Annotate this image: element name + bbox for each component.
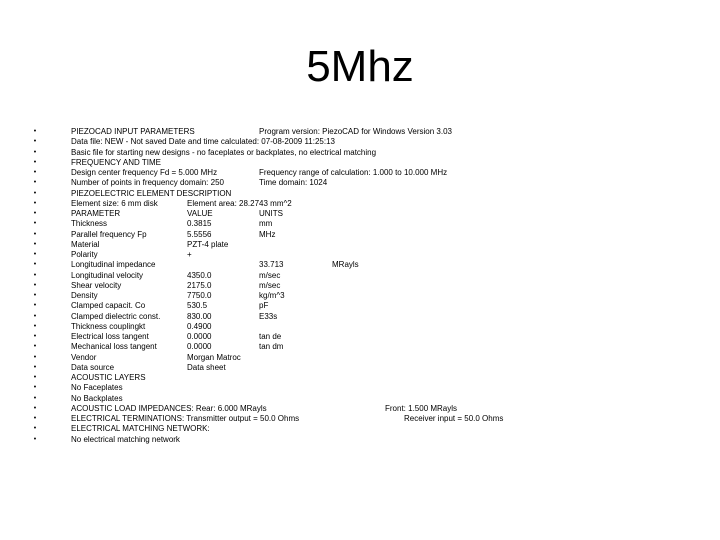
bullet-icon: • <box>33 158 37 166</box>
bullet-icon: • <box>33 199 37 207</box>
list-item <box>0 301 720 311</box>
list-item-text: 2175.0 <box>187 280 212 290</box>
list-item-text: + <box>187 250 192 259</box>
list-item-text: 0.0000 <box>187 332 212 341</box>
list-item-text: m/sec <box>259 280 281 290</box>
list-item <box>0 199 720 209</box>
bullet-icon: • <box>33 435 37 443</box>
bullet-icon: • <box>33 302 37 310</box>
list-item-text: UNITS <box>259 209 283 218</box>
list-item-text: Design center frequency Fd = 5.000 MHz <box>71 168 218 177</box>
list-item-text: Data source <box>71 362 115 372</box>
list-item <box>0 363 720 373</box>
list-item <box>0 435 720 445</box>
parameter-list <box>0 127 720 445</box>
bullet-icon: • <box>33 230 37 238</box>
list-item-text: Data sheet <box>187 362 226 372</box>
bullet-icon: • <box>33 425 37 433</box>
list-item <box>0 209 720 219</box>
list-item-text: 830.00 <box>187 311 212 321</box>
list-item-text: Front: 1.500 MRayls <box>385 403 458 413</box>
list-item <box>0 219 720 229</box>
list-item-text: PARAMETER <box>71 209 121 218</box>
bullet-icon: • <box>33 394 37 402</box>
bullet-icon: • <box>33 148 37 156</box>
list-item-text: Polarity <box>71 250 98 259</box>
bullet-icon: • <box>33 189 37 197</box>
list-item <box>0 158 720 168</box>
list-item <box>0 312 720 322</box>
list-item-text: 0.3815 <box>187 219 212 229</box>
list-item-text: Clamped dielectric const. <box>71 311 161 321</box>
bullet-icon: • <box>33 312 37 320</box>
list-item <box>0 424 720 434</box>
list-item-text: ACOUSTIC LAYERS <box>71 373 146 382</box>
bullet-icon: • <box>33 384 37 392</box>
list-item-text: mm <box>259 219 273 229</box>
bullet-icon: • <box>33 261 37 269</box>
list-item-text: Thickness couplingkt <box>71 321 146 331</box>
bullet-icon: • <box>33 343 37 351</box>
bullet-icon: • <box>33 281 37 289</box>
list-item <box>0 250 720 260</box>
list-item-text: MRayls <box>332 260 359 270</box>
list-item-text: Density <box>71 291 98 300</box>
list-item-text: 0.4900 <box>187 321 212 331</box>
list-item-text: ELECTRICAL MATCHING NETWORK: <box>71 424 210 434</box>
list-item-text: Thickness <box>71 219 108 229</box>
list-item-text: Time domain: 1024 <box>259 178 328 188</box>
list-item-text: Program version: PiezoCAD for Windows Version 3.03 <box>259 127 452 136</box>
list-item <box>0 189 720 199</box>
bullet-icon: • <box>33 210 37 217</box>
list-item <box>0 281 720 291</box>
list-item <box>0 127 720 137</box>
list-item <box>0 394 720 404</box>
list-item-text: Vendor <box>71 352 97 362</box>
list-item-text: ELECTRICAL TERMINATIONS: Transmitter output = 50.0 Ohms <box>71 414 300 423</box>
list-item-text: Electrical loss tangent <box>71 332 149 341</box>
list-item-text: 33.713 <box>259 260 284 270</box>
list-item-text: tan de <box>259 332 282 341</box>
list-item-text: m/sec <box>259 270 281 280</box>
bullet-icon: • <box>33 138 37 146</box>
list-item <box>0 383 720 393</box>
list-item <box>0 322 720 332</box>
list-item-text: Shear velocity <box>71 280 122 290</box>
list-item <box>0 148 720 158</box>
list-item-text: Longitudinal velocity <box>71 270 144 280</box>
list-item <box>0 414 720 424</box>
list-item <box>0 353 720 363</box>
list-item <box>0 240 720 250</box>
list-item-text: No Backplates <box>71 393 123 403</box>
list-item-text: VALUE <box>187 209 213 218</box>
bullet-icon: • <box>33 128 37 135</box>
list-item-text: PIEZOELECTRIC ELEMENT DESCRIPTION <box>71 188 232 198</box>
bullet-icon: • <box>33 220 37 228</box>
list-item <box>0 271 720 281</box>
list-item-text: 5.5556 <box>187 229 212 239</box>
list-item-text: 4350.0 <box>187 270 212 280</box>
list-item-text: pF <box>259 301 269 311</box>
list-item-text: 530.5 <box>187 301 208 311</box>
list-item-text: 7750.0 <box>187 291 212 300</box>
bullet-icon: • <box>33 322 37 330</box>
list-item-text: tan dm <box>259 342 284 352</box>
list-item-text: Receiver input = 50.0 Ohms <box>404 414 504 423</box>
bullet-icon: • <box>33 169 37 176</box>
bullet-icon: • <box>33 179 37 187</box>
list-item <box>0 178 720 188</box>
list-item-text: Element area: 28.2743 mm^2 <box>187 198 292 208</box>
list-item <box>0 332 720 342</box>
list-item-text: Material <box>71 239 100 249</box>
list-item-text: FREQUENCY AND TIME <box>71 157 161 167</box>
list-item-text: Frequency range of calculation: 1.000 to 10.000 MHz <box>259 168 448 177</box>
list-item <box>0 168 720 178</box>
list-item-text: Element size: 6 mm disk <box>71 198 158 208</box>
bullet-icon: • <box>33 415 37 422</box>
bullet-icon: • <box>33 333 37 340</box>
slide-title: 5Mhz <box>306 42 414 91</box>
list-item <box>0 342 720 352</box>
list-item <box>0 230 720 240</box>
list-item-text: Clamped capacit. Co <box>71 301 146 311</box>
list-item <box>0 373 720 383</box>
list-item <box>0 404 720 414</box>
list-item-text: Parallel frequency Fp <box>71 229 147 239</box>
list-item-text: MHz <box>259 229 276 239</box>
list-item-text: No Faceplates <box>71 383 123 393</box>
list-item-text: E33s <box>259 311 278 321</box>
bullet-icon: • <box>33 404 37 412</box>
list-item-text: ACOUSTIC LOAD IMPEDANCES: Rear: 6.000 MRayls <box>71 403 267 413</box>
list-item-text: Data file: NEW - Not saved Date and time calculated: 07-08-2009 11:25:13 <box>71 137 335 147</box>
bullet-icon: • <box>33 240 37 248</box>
list-item-text: kg/m^3 <box>259 291 285 300</box>
bullet-icon: • <box>33 271 37 279</box>
bullet-icon: • <box>33 374 37 381</box>
bullet-icon: • <box>33 353 37 361</box>
list-item-text: PIEZOCAD INPUT PARAMETERS <box>71 127 195 136</box>
list-item-text: 0.0000 <box>187 342 212 352</box>
list-item-text: PZT-4 plate <box>187 239 229 249</box>
list-item <box>0 137 720 147</box>
list-item-text: No electrical matching network <box>71 434 180 444</box>
bullet-icon: • <box>33 251 37 258</box>
list-item-text: Longitudinal impedance <box>71 260 156 270</box>
list-item-text: Number of points in frequency domain: 250 <box>71 178 224 188</box>
bullet-icon: • <box>33 363 37 371</box>
list-item-text: Basic file for starting new designs - no faceplates or backplates, no electrical matching <box>71 147 377 157</box>
bullet-icon: • <box>33 292 37 299</box>
list-item <box>0 260 720 270</box>
list-item-text: Morgan Matroc <box>187 352 241 362</box>
list-item-text: Mechanical loss tangent <box>71 342 157 352</box>
list-item <box>0 291 720 301</box>
